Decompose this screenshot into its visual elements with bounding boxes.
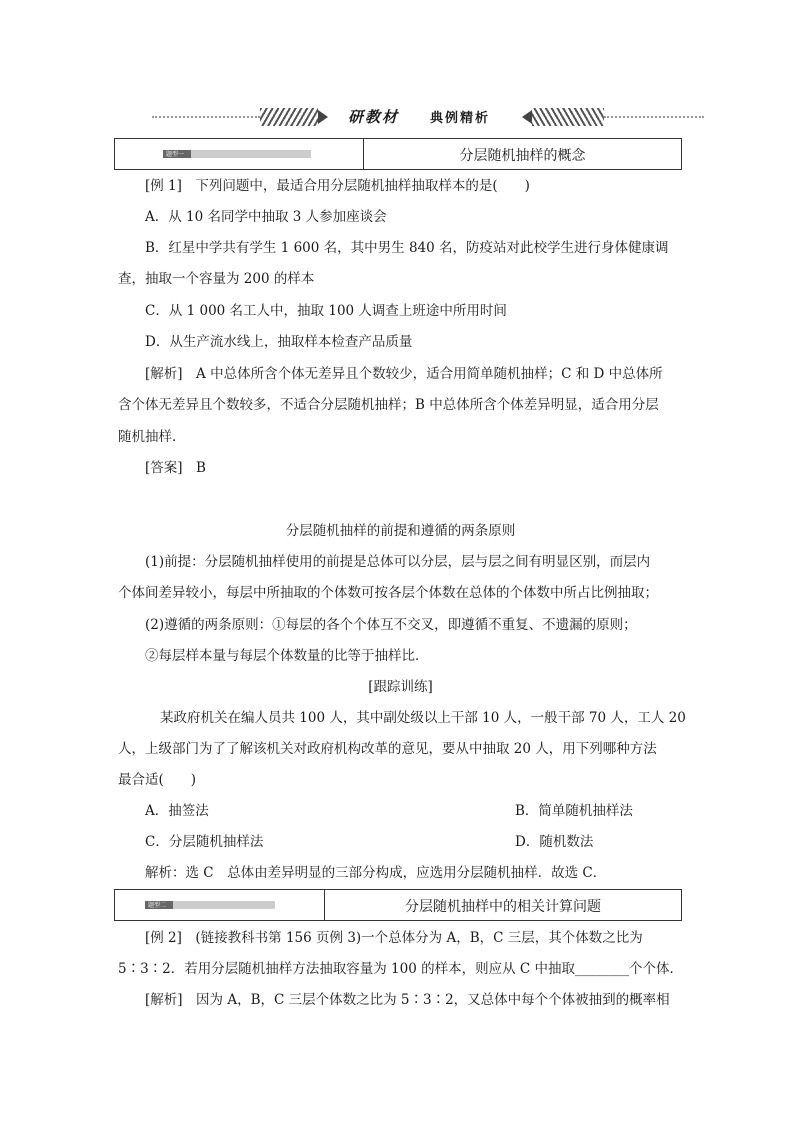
- practice-option-a: A．抽签法: [145, 803, 209, 819]
- dotted-rule-right: [604, 116, 704, 118]
- example2-line2: 5∶3∶2．若用分层随机抽样方法抽取容量为 100 的样本，则应从 C 中抽取________个个体．: [118, 961, 684, 977]
- example1-option-b-line2: 查，抽取一个容量为 200 的样本: [118, 271, 315, 287]
- section1-title-box: [114, 138, 682, 170]
- practice-option-row1: [145, 801, 710, 821]
- example2-analysis: [解析] 因为 A，B，C 三层个体数之比为 5∶3∶2，又总体中每个个体被抽到的概率相: [145, 992, 670, 1008]
- practice-question-line3: 最合适( ): [118, 772, 197, 788]
- banner-subtitle: 典例精析: [430, 111, 491, 126]
- section1-title: 分层随机抽样的概念: [459, 148, 586, 164]
- example1-stem: [例 1] 下列问题中，最适合用分层随机抽样抽取样本的是( ): [145, 178, 530, 194]
- practice-option-row2: [145, 832, 710, 852]
- practice-heading: [跟踪训练]: [368, 679, 433, 695]
- practice-solution: 解析：选 C 总体由差异明显的三部分构成，应选用分层随机抽样．故选 C．: [145, 865, 607, 881]
- example1-option-c: C．从 1 000 名工人中，抽取 100 人调查上班途中所用时间: [145, 303, 507, 319]
- principles-line1: (1)前提：分层随机抽样使用的前提是总体可以分层，层与层之间有明显区别，而层内: [145, 554, 651, 570]
- example1-option-d: D．从生产流水线上，抽取样本检查产品质量: [145, 334, 413, 350]
- example1-option-b-line1: B．红星中学共有学生 1 600 名，其中男生 840 名，防疫站对此校学生进行身体健康调: [145, 240, 669, 256]
- principles-line3: (2)遵循的两条原则：①每层的各个个体互不交叉，即遵循不重复、不遗漏的原则；: [145, 617, 637, 633]
- example1-analysis-line2: 含个体无差异且个数较多，不适合分层随机抽样；B 中总体所含个体差异明显，适合用分层: [118, 397, 659, 413]
- section1-tag-cell: [115, 139, 364, 169]
- section2-tag-label: 题型二: [148, 902, 167, 909]
- section2-tag: [145, 901, 275, 909]
- principles-line4: ②每层样本量与每层个体数量的比等于抽样比．: [145, 648, 429, 664]
- section2-title: 分层随机抽样中的相关计算问题: [405, 899, 601, 915]
- practice-option-c: C．分层随机抽样法: [145, 834, 264, 850]
- principles-heading: 分层随机抽样的前提和遵循的两条原则: [285, 523, 516, 539]
- section1-tag-label: 题型一: [166, 151, 185, 158]
- section2-title-box: [114, 889, 682, 921]
- triangle-left-icon: [522, 110, 532, 124]
- example1-analysis-line1: [解析] A 中总体所含个体无差异且个数较少，适合用简单随机抽样；C 和 D 中总体所: [145, 366, 663, 382]
- section-banner: [152, 106, 702, 128]
- stripe-decoration-right: [532, 108, 604, 126]
- example1-analysis-line3: 随机抽样．: [118, 429, 186, 445]
- example1-option-a: A．从 10 名同学中抽取 3 人参加座谈会: [145, 209, 387, 225]
- practice-question-line2: 人，上级部门为了了解该机关对政府机构改革的意见，要从中抽取 20 人，用下列哪种方法: [118, 741, 657, 757]
- example1-answer: [答案] B: [145, 460, 206, 476]
- example2-line1: [例 2] (链接教科书第 156 页例 3)一个总体分为 A，B，C 三层，其个体数之比为: [145, 930, 643, 946]
- practice-option-d: D．随机数法: [515, 834, 594, 850]
- stripe-decoration-left: [260, 108, 318, 126]
- section1-tag: [163, 150, 311, 158]
- practice-question-line1: 某政府机关在编人员共 100 人，其中副处级以上干部 10 人，一般干部 70 人，工人 20: [160, 710, 686, 726]
- triangle-right-icon: [318, 110, 328, 124]
- practice-option-b: B．简单随机抽样法: [515, 803, 633, 819]
- principles-line2: 个体间差异较小，每层中所抽取的个体数可按各层个体数在总体的个体数中所占比例抽取；: [118, 585, 658, 601]
- banner-title: 研教材: [348, 108, 400, 126]
- section2-tag-cell: [115, 890, 325, 920]
- dotted-rule-left: [152, 116, 260, 118]
